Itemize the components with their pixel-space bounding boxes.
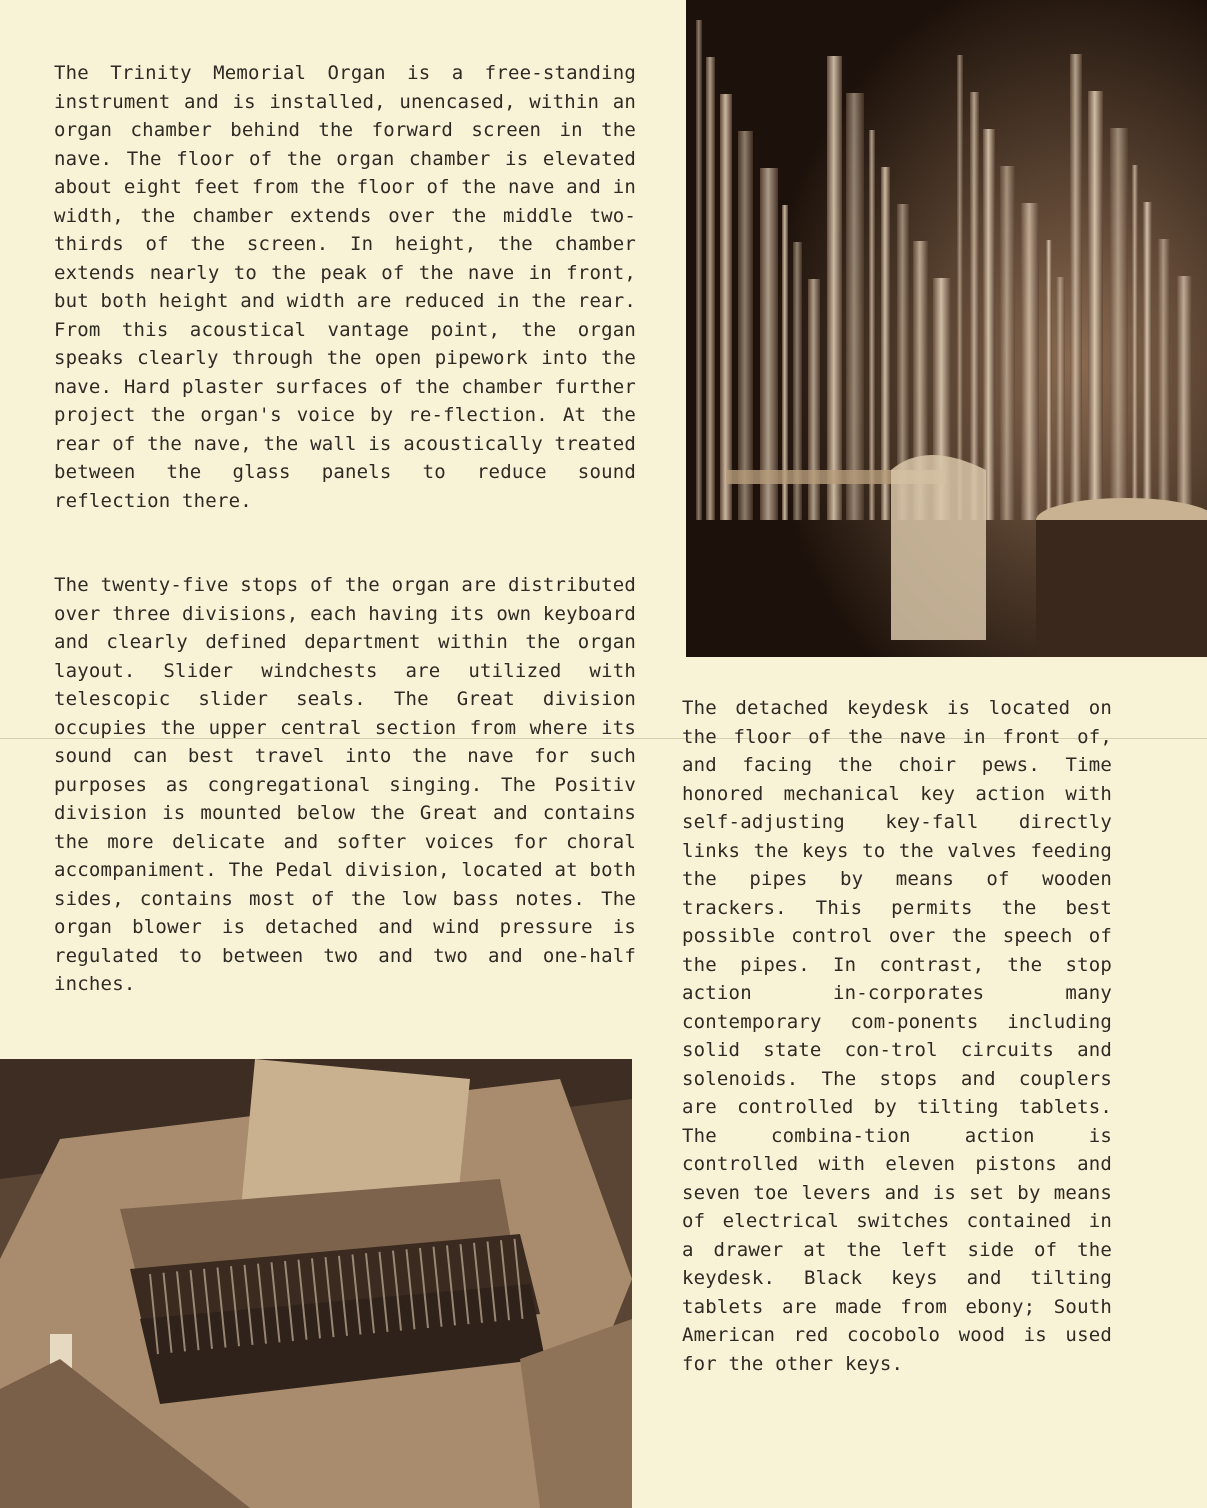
organ-pipes-photo bbox=[686, 0, 1207, 657]
page-fold-line bbox=[0, 738, 1207, 739]
paragraph-stops-divisions: The twenty-five stops of the organ are distributed over three divisions, each having its own keyboard and clearly defined department within the organ layout. Slider windchests are utilized with telescopic slider seals. The Great division occupies the upper central section from where its sound can best travel into the nave for such purposes as congregational singing. The Positiv division is mounted below the Great and contains the more delicate and softer voices for choral accompaniment. The Pedal division, located at both sides, contains most of the low bass notes. The organ blower is detached and wind pressure is regulated to between two and two and one-half inches. bbox=[54, 574, 636, 995]
paragraph-organ-installation: The Trinity Memorial Organ is a free-standing instrument and is installed, unencased, within an organ chamber behind the forward screen in the nave. The floor of the organ chamber is elevated about eight feet from the floor of the nave and in width, the chamber extends over the middle two-thirds of the screen. In height, the chamber extends nearly to the peak of the nave in front, but both height and width are reduced in the rear. From this acoustical vantage point, the organ speaks clearly through the open pipework into the nave. Hard plaster surfaces of the chamber further project the organ's voice by re-flection. At the rear of the nave, the wall is acoustically treated between the glass panels to reduce sound reflection there. bbox=[54, 62, 636, 512]
keydesk-photo bbox=[0, 1059, 632, 1508]
paragraph-keydesk: The detached keydesk is located on the floor of the nave in front of, and facing the choir pews. Time honored mechanical key action with self-adjusting key-fall directly links the keys to the valves feeding the pipes by means of wooden trackers. This permits the best possible control over the speech of the pipes. In contrast, the stop action in-corporates many contemporary com-ponents including solid state con-trol circuits and solenoids. The stops and couplers are controlled by tilting tablets. The combina-tion action is controlled with eleven pistons and seven toe levers and is set by means of electrical switches contained in a drawer at the left side of the keydesk. Black keys and tilting tablets are made from ebony; South American red cocobolo wood is used for the other keys. bbox=[682, 697, 1112, 1375]
